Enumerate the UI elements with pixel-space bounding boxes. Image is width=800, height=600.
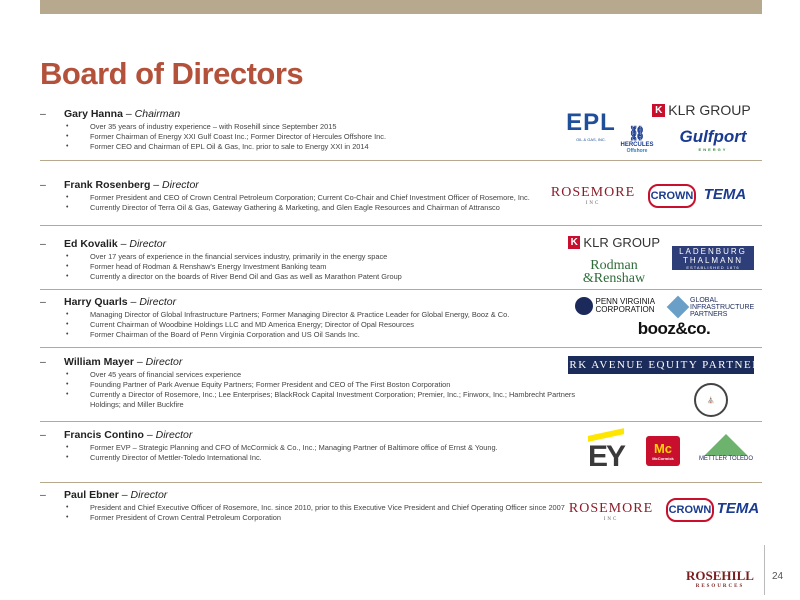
mettler-logo-text: METTLER TOLEDO: [698, 456, 754, 462]
klr-logo-text: KLR GROUP: [668, 102, 751, 118]
ladenburg-logo-subtext: ESTABLISHED 1876: [686, 264, 740, 270]
section-divider: [40, 289, 762, 290]
klr-k-icon: K: [652, 104, 665, 117]
epl-logo-subtext: OIL & GAS, INC.: [576, 136, 606, 142]
booz-and-co-logo: [638, 318, 710, 340]
director-name: Frank Rosenberg: [64, 179, 151, 191]
mettler-emblem-icon: [704, 434, 748, 456]
bullet-item: • Founding Partner of Park Avenue Equity Partners; Former President and CEO of The First Boston Corporation: [66, 380, 586, 390]
bullet-item: • Former Chairman of Energy XXI Gulf Coast Inc.; Former Director of Hercules Offshore Inc.: [66, 132, 586, 142]
director-bullets: [66, 310, 586, 340]
rodman-logo-text-2: &Renshaw: [582, 271, 646, 286]
bullet-item: • Former President and CEO of Crown Central Petroleum Corporation; Current Co-Chair and Chief Investment Officer of Rosemore, Inc.: [66, 193, 586, 203]
rodman-renshaw-logo: [576, 259, 652, 285]
director-role: Chairman: [134, 108, 181, 120]
gulfport-logo: [678, 124, 748, 154]
director-role: Director: [139, 296, 177, 308]
crown-logo: [648, 184, 696, 208]
section-divider: [40, 225, 762, 226]
gip-logo-text: GLOBAL INFRASTRUCTURE PARTNERS: [690, 296, 755, 318]
director-bullets: [66, 122, 586, 152]
park-avenue-equity-partners-logo: [553, 356, 769, 374]
bullet-item: • Over 45 years of financial services experience: [66, 370, 586, 380]
director-heading: – Harry Quarls – Director: [40, 296, 177, 308]
rosemore-logo-text: ROSEMORE: [550, 184, 636, 200]
bullet-item: • Currently Director of Terra Oil & Gas, Gateway Gathering & Marketing, and Glen Eagle Resources and Chairman of Attransco: [66, 203, 586, 213]
bullet-item: • Current Chairman of Woodbine Holdings LLC and MD America Energy; Director of Opal Resources: [66, 320, 586, 330]
ladenburg-logo-text-2: THALMANN: [682, 255, 743, 265]
top-header-bar: [40, 0, 762, 14]
bullet-item: • Former Chairman of the Board of Penn Virginia Corporation and US Oil Sands Inc.: [66, 330, 586, 340]
crown-logo-2: [666, 498, 714, 522]
director-heading: – Francis Contino – Director: [40, 429, 193, 441]
director-name: Gary Hanna: [64, 108, 123, 120]
director-heading: – Gary Hanna – Chairman: [40, 108, 181, 120]
rosemore-logo-text: ROSEMORE: [568, 500, 654, 516]
seal-emblem-icon: ⛪: [707, 397, 715, 404]
ladenburg-thalmann-logo: [672, 246, 754, 270]
hercules-logo: [612, 120, 662, 158]
hercules-logo-subtext: Offshore: [626, 147, 648, 154]
director-bullets: [66, 193, 586, 213]
rodman-logo-text-1: Rodman: [590, 258, 638, 273]
tema-logo-2: [718, 495, 758, 521]
klr-group-logo: [644, 100, 759, 120]
dash-marker: –: [40, 429, 46, 441]
tema-logo: [700, 181, 750, 207]
bullet-item: • Managing Director of Global Infrastructure Partners; Former Managing Director & Practice Leader for Global Energy, Booz & Co.: [66, 310, 586, 320]
first-boston-seal-icon: [694, 383, 728, 417]
dash-marker: –: [40, 296, 46, 308]
epl-logo-text: EPL: [566, 108, 616, 136]
bullet-item: • Currently Director of Mettler-Toledo International Inc.: [66, 453, 586, 463]
director-role: Director: [162, 179, 199, 191]
klr-group-logo-2: [568, 233, 660, 251]
rosemore-logo-2: [568, 498, 654, 524]
rosehill-resources-logo: [680, 560, 760, 596]
director-name: Ed Kovalik: [64, 238, 118, 250]
director-bullets: [66, 503, 586, 523]
ey-logo: [584, 432, 628, 472]
penn-virginia-logo: [572, 295, 662, 317]
bullet-item: • President and Chief Executive Officer of Rosemore, Inc. since 2010, prior to this Executive Vice President and Chief Operating Officer since 2007: [66, 503, 586, 513]
bullet-item: • Former CEO and Chairman of EPL Oil & Gas, Inc. prior to sale to Energy XXI in 2014: [66, 142, 586, 152]
director-role: Director: [145, 356, 183, 368]
director-heading: – Ed Kovalik – Director: [40, 238, 167, 250]
ladenburg-logo-text-1: LADENBURG: [679, 246, 747, 256]
klr-k-icon: K: [568, 236, 580, 249]
dash-marker: –: [40, 238, 46, 250]
director-heading: – Paul Ebner – Director: [40, 489, 168, 501]
penn-virginia-logo-text: PENN VIRGINIA CORPORATION: [595, 297, 655, 314]
crown-logo-text: CROWN: [650, 190, 694, 202]
klr-logo-text: KLR GROUP: [583, 234, 660, 250]
dash-marker: –: [40, 356, 46, 368]
director-bullets: [66, 370, 586, 410]
director-name: Paul Ebner: [64, 489, 119, 501]
director-role: Director: [129, 238, 167, 250]
gulfport-logo-text: Gulfport: [679, 126, 747, 146]
director-bullets: [66, 252, 586, 282]
section-divider: [40, 160, 762, 161]
mccormick-logo-subtext: McCormick: [652, 456, 674, 461]
rosehill-logo-text: ROSEHILL: [686, 567, 754, 583]
director-heading: – William Mayer – Director: [40, 356, 183, 368]
bullet-item: • Over 35 years of industry experience – with Rosehill since September 2015: [66, 122, 586, 132]
tema-logo-text: TEMA: [716, 499, 760, 517]
bullet-item: • Over 17 years of experience in the financial services industry, primarily in the energy space: [66, 252, 586, 262]
bullet-item: • Currently a Director of Rosemore, Inc.; Lee Enterprises; BlackRock Capital Investment Corporation; Premier, Inc.; Finworx, Inc.; Hambrecht Partners Holdings; and Miller Buckfire: [66, 390, 586, 410]
section-divider: [40, 421, 762, 422]
director-role: Director: [155, 429, 193, 441]
director-role: Director: [130, 489, 168, 501]
section-divider: [40, 482, 762, 483]
director-name: Francis Contino: [64, 429, 144, 441]
director-bullets: [66, 443, 586, 463]
ey-logo-text: EY: [587, 440, 625, 473]
page-number: 24: [772, 571, 784, 582]
tema-logo-text: TEMA: [703, 185, 747, 203]
hercules-rig-icon: ⛓: [628, 124, 646, 141]
hercules-logo-text: HERCULES: [620, 141, 654, 148]
booz-logo-text: booz&co.: [637, 319, 711, 338]
dash-marker: –: [40, 179, 46, 191]
director-name: Harry Quarls: [64, 296, 128, 308]
bullet-item: • Former President of Crown Central Petroleum Corporation: [66, 513, 586, 523]
bullet-item: • Former EVP – Strategic Planning and CFO of McCormick & Co., Inc.; Managing Partner of Baltimore office of Ernst & Young.: [66, 443, 586, 453]
gip-emblem-icon: [667, 296, 690, 319]
global-infrastructure-partners-logo: [668, 294, 758, 320]
mccormick-logo: [646, 436, 680, 466]
page-title: Board of Directors: [40, 56, 304, 91]
penn-virginia-emblem-icon: [575, 297, 593, 315]
dash-marker: –: [40, 489, 46, 501]
bullet-item: • Currently a director on the boards of River Bend Oil and Gas as well as Marathon Patent Group: [66, 272, 586, 282]
rosehill-logo-subtext: RESOURCES: [695, 583, 745, 589]
crown-logo-text: CROWN: [668, 504, 712, 516]
rosemore-logo: [550, 182, 636, 208]
mettler-toledo-logo: [698, 428, 754, 468]
footer-divider: [764, 545, 765, 595]
park-avenue-logo-text: PARK AVENUE EQUITY PARTNERS: [553, 359, 769, 371]
rosemore-logo-subtext: INC: [603, 516, 619, 522]
dash-marker: –: [40, 108, 46, 120]
bullet-item: • Former head of Rodman & Renshaw's Energy Investment Banking team: [66, 262, 586, 272]
rosemore-logo-subtext: INC: [585, 200, 601, 206]
director-heading: – Frank Rosenberg – Director: [40, 179, 199, 191]
section-divider: [40, 347, 762, 348]
director-name: William Mayer: [64, 356, 134, 368]
gulfport-logo-subtext: ENERGY: [698, 146, 728, 152]
mccormick-logo-text: Mc: [653, 441, 673, 456]
